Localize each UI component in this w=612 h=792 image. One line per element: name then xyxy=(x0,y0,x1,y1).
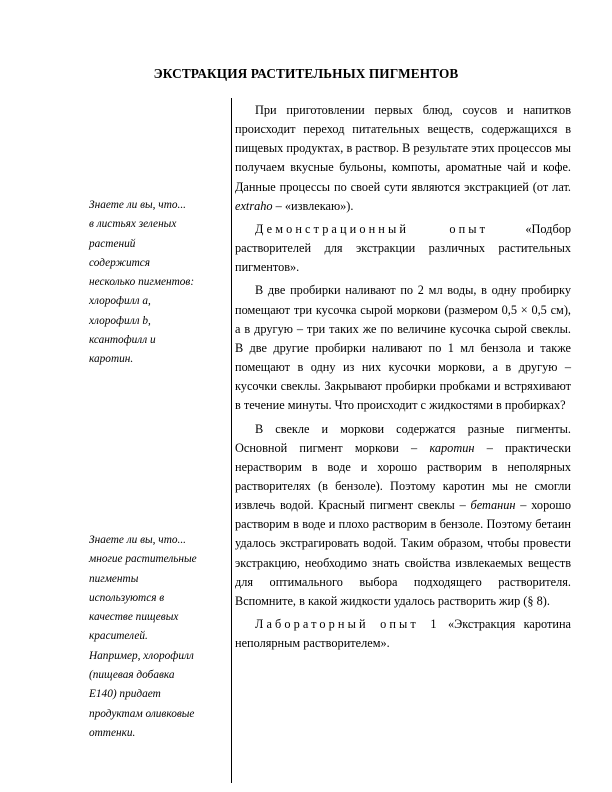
sidenote-line: красителей. xyxy=(89,630,148,643)
sidenote-line: Знаете ли вы, что... xyxy=(89,199,186,211)
sidenote-line: несколько пигментов: xyxy=(89,276,195,289)
main-text xyxy=(235,101,571,657)
sidenote-line: используются в xyxy=(89,591,165,604)
demo-label: Демонстрационный опыт xyxy=(255,221,489,236)
explanation-c: – хорошо растворим в воде и плохо растворим в бензоле. Поэтому бетаин удалось экстрагировать водой. Таким образом, чтобы провести экстракцию, необходимо знать свойства извлекаемых веществ для оптимального выбора подходящего растворителя. Вспомните, в какой жидкости удалось растворить жир (§ 8). xyxy=(235,498,571,608)
explanation-b: – практически нерастворим в воде и хорошо растворим в неполярных растворителях (в бензоле). Поэтому каротин мы не смогли извлечь водой. Красный пигмент свеклы – xyxy=(235,440,571,513)
term-betanin: бетанин xyxy=(470,498,516,513)
column-divider xyxy=(231,98,232,783)
paragraph-procedure: В две пробирки наливают по 2 мл воды, в одну пробирку помещают три кусочка сырой моркови (размером 0,5 × 0,5 см), а в другую – три таких же по величине кусочка сырой свеклы. В две другие пробирки наливают по 1 мл бензола и также помещают в одну из них кусочки моркови, а в другую – кусочки свеклы. Закрывают пробирки пробками и встряхивают в течение минуты. Что происходит с жидкостями в пробирках? xyxy=(235,283,571,413)
paragraph-lab xyxy=(235,615,571,653)
sidenote-line: оттенки. xyxy=(89,726,136,739)
page-title: ЭКСТРАКЦИЯ РАСТИТЕЛЬНЫХ ПИГМЕНТОВ xyxy=(153,66,459,81)
term-carotene: каротин xyxy=(429,440,475,455)
sidenote-pigments xyxy=(89,196,229,370)
lab-text: «Экстракция каротина неполярным растворителем». xyxy=(235,617,571,651)
sidenote-line: ксантофилл и xyxy=(89,334,156,347)
sidenote-line: продуктам оливковые xyxy=(89,707,195,720)
sidenote-line: в листьях зеленых xyxy=(89,218,177,231)
sidenote-line: каротин. xyxy=(89,353,134,366)
sidenote-line: Например, хлорофилл xyxy=(89,649,194,662)
latin-term: extraho xyxy=(235,198,273,213)
paragraph-intro xyxy=(235,101,571,216)
sidenote-line: многие растительные xyxy=(89,553,197,566)
sidenote-line: растений xyxy=(89,237,136,250)
sidenote-line: хлорофилл b, xyxy=(89,314,151,327)
sidenote-food-dyes xyxy=(89,531,229,743)
sidenote-line: хлорофилл а, xyxy=(89,295,151,308)
demo-text: «Подбор растворителей для экстракции различных растительных пигментов». xyxy=(235,221,571,275)
intro-text: При приготовлении первых блюд, соусов и напитков происходит переход питательных веществ, содержащихся в пищевых продуктах, в раствор. В результате этих процессов мы получаем вкусные бульоны, компоты, ароматные чай и кофе. Данные процессы по своей сути являются экстракцией (от лат. xyxy=(235,103,571,194)
sidenote-line: E140) придает xyxy=(89,688,161,701)
lab-label: Лабораторный опыт 1 xyxy=(255,617,440,632)
sidenote-line: Знаете ли вы, что... xyxy=(89,534,186,546)
explanation-a: В свекле и моркови содержатся разные пигменты. Основной пигмент моркови – xyxy=(235,421,571,455)
sidenote-line: пигменты xyxy=(89,572,139,585)
sidenote-line: содержится xyxy=(89,256,151,269)
paragraph-explanation xyxy=(235,420,571,612)
paragraph-demo xyxy=(235,220,571,277)
sidenote-line: (пищевая добавка xyxy=(89,669,175,682)
intro-end: – «извлекаю»). xyxy=(272,198,354,213)
sidenote-line: качестве пищевых xyxy=(89,611,179,624)
